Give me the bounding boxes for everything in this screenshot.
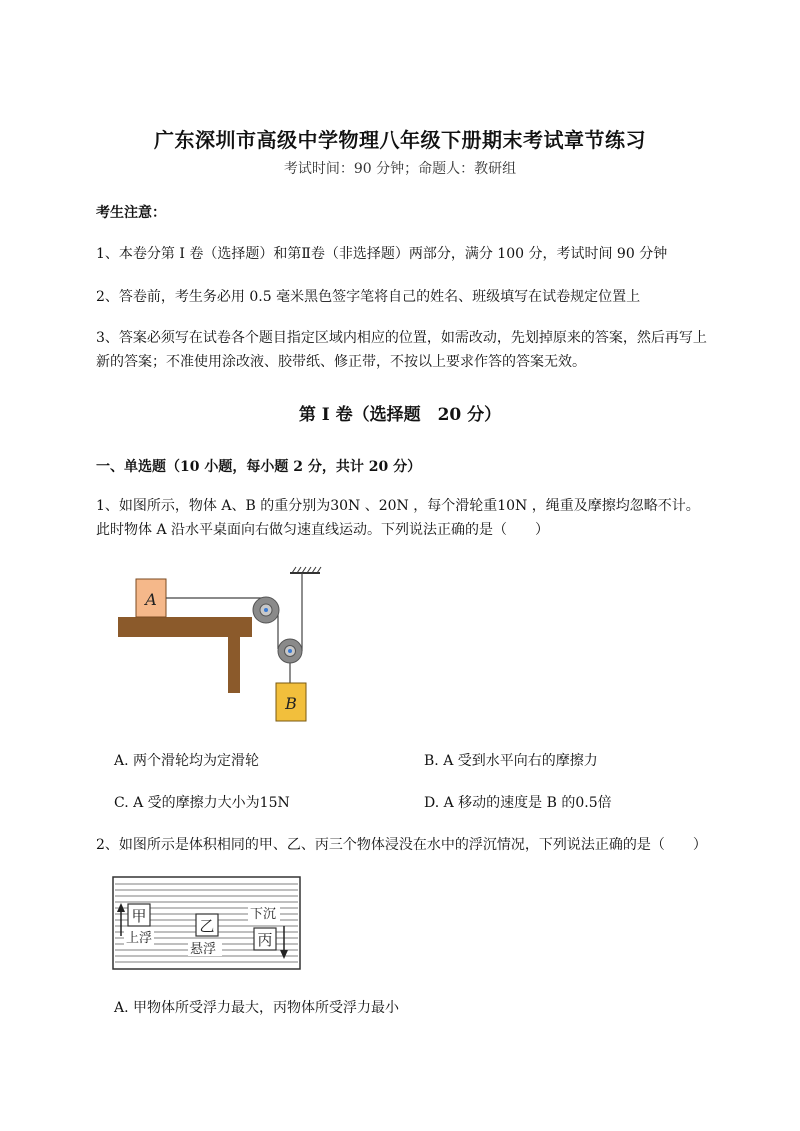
bing-label: 丙 (257, 931, 273, 949)
question-1-stem: 1、如图所示，物体 A、B 的重分别为30N 、20N ，每个滑轮重10N ，绳重及摩擦均忽略不计。此时物体 A 沿水平桌面向右做匀速直线运动。下列说法正确的是（ ） (96, 498, 700, 538)
pulley-figure (110, 565, 340, 735)
q1-option-a[interactable]: A. 两个滑轮均为定滑轮 (114, 753, 260, 769)
section-title: 第 I 卷（选择题 20 分） (298, 405, 502, 425)
yi-label: 乙 (199, 917, 215, 935)
jia-state: 上浮 (126, 931, 153, 946)
part-title: 一、单选题（10 小题，每小题 2 分，共计 20 分） (96, 459, 422, 475)
q1-option-d[interactable]: D. A 移动的速度是 B 的0.5倍 (424, 795, 612, 811)
notice-item: 1、本卷分第 I 卷（选择题）和第Ⅱ卷（非选择题）两部分，满分 100 分，考试时间 90 分钟 (96, 246, 668, 262)
bing-state: 下沉 (250, 907, 277, 922)
yi-state: 悬浮 (190, 942, 217, 957)
block-b-label: B (285, 694, 297, 713)
page-title: 广东深圳市高级中学物理八年级下册期末考试章节练习 (154, 128, 646, 152)
q2-option-a[interactable]: A. 甲物体所受浮力最大，丙物体所受浮力最小 (114, 1000, 400, 1016)
question-2-stem: 2、如图所示是体积相同的甲、乙、丙三个物体浸没在水中的浮沉情况，下列说法正确的是（ ） (96, 837, 707, 853)
q1-option-c[interactable]: C. A 受的摩擦力大小为15N (114, 795, 290, 811)
buoyancy-figure (112, 876, 302, 972)
notice-item: 2、答卷前，考生务必用 0.5 毫米黑色签字笔将自己的姓名、班级填写在试卷规定位置上 (96, 289, 641, 305)
notice-item: 3、答案必须写在试卷各个题目指定区域内相应的位置，如需改动，先划掉原来的答案，然后再写上新的答案；不准使用涂改液、胶带纸、修正带，不按以上要求作答的答案无效。 (96, 330, 707, 370)
q1-option-b[interactable]: B. A 受到水平向右的摩擦力 (424, 753, 598, 769)
exam-meta: 考试时间：90 分钟；命题人：教研组 (283, 161, 517, 177)
block-a-label: A (145, 590, 157, 609)
jia-label: 甲 (131, 907, 147, 925)
notice-heading: 考生注意： (96, 205, 166, 221)
